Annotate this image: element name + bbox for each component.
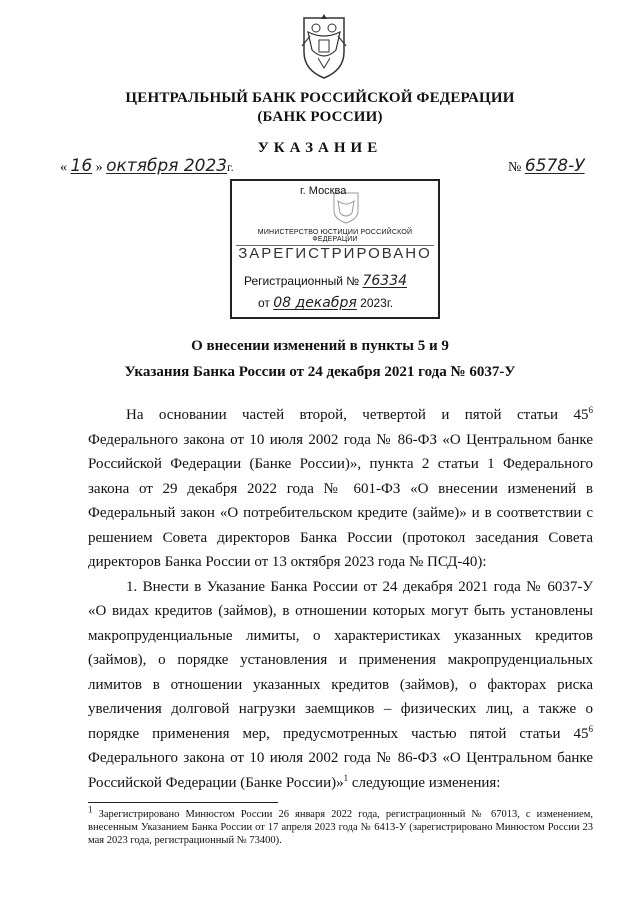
- stamp-date-prefix: от: [258, 296, 270, 310]
- footnote: [88, 804, 593, 847]
- paragraph-item-1: [88, 575, 593, 796]
- stamp-ministry: МИНИСТЕРСТВО ЮСТИЦИИ РОССИЙСКОЙ ФЕДЕРАЦИИ: [236, 229, 434, 246]
- number-prefix: №: [508, 160, 522, 175]
- date-day: 16: [70, 156, 93, 176]
- document-date: [60, 156, 234, 176]
- item1-part-b: Федерального закона от 10 июля 2002 года № 86-ФЗ «О Центральном банке Российской Федерации (Банке России)»: [88, 750, 593, 791]
- item1-part-c: следующие изменения:: [348, 774, 501, 791]
- footnote-divider: [88, 802, 278, 803]
- preamble-part-b: Федерального закона от 10 июля 2002 года № 86-ФЗ «О Центральном банке Российской Федерации (Банке России)», пункта 2 статьи 1 Федерального закона от 29 декабря 2022 года № 601-ФЗ «О внесении изменений в Федеральный закон «О потребительском кредите (займе)» и в соответствии с решением Совета директоров Банка России (протокол заседания Совета директоров Банка России от 13 октября 2023 года № ПСД-40):: [88, 431, 593, 570]
- date-suffix: г.: [227, 160, 234, 174]
- footnote-mark: 1: [88, 804, 93, 815]
- title-line2: Указания Банка России от 24 декабря 2021 года № 6037-У: [124, 364, 516, 380]
- bank-name-line2: (БАНК РОССИИ): [257, 109, 383, 125]
- stamp-reg-label: Регистрационный №: [244, 274, 360, 288]
- document-type: УКАЗАНИЕ: [257, 140, 383, 156]
- superscript: 6: [588, 405, 593, 415]
- title-line1: О внесении изменений в пункты 5 и 9: [191, 338, 449, 354]
- number-value: 6578-У: [524, 156, 585, 176]
- date-close-quote: »: [95, 160, 103, 175]
- document-body: [88, 403, 593, 795]
- preamble-part-a: На основании частей второй, четвертой и пятой статьи 45: [126, 407, 589, 423]
- registration-stamp: [230, 179, 440, 319]
- footnote-ref: 1: [343, 772, 349, 783]
- stamp-date-handwritten: 08 декабря: [273, 295, 357, 311]
- paragraph-preamble: [88, 403, 593, 575]
- document-number: [508, 156, 585, 176]
- date-open-quote: «: [60, 160, 67, 175]
- stamp-reg-value: 76334: [362, 273, 408, 289]
- bank-name-line1: ЦЕНТРАЛЬНЫЙ БАНК РОССИЙСКОЙ ФЕДЕРАЦИИ: [125, 90, 515, 106]
- coat-of-arms-emblem: [296, 10, 352, 82]
- stamp-registered: ЗАРЕГИСТРИРОВАНО: [238, 245, 432, 262]
- stamp-city: г. Москва: [300, 185, 347, 197]
- stamp-reg-date: [258, 295, 393, 311]
- footnote-text: Зарегистрировано Минюстом России 26 января 2022 года, регистрационный № 67013, с изменением, внесенным Указанием Банка России от 17 апреля 2023 года № 6413-У (зарегистрировано Минюстом России 23 мая 2023 года, регистрационный № 73400).: [88, 809, 593, 846]
- item1-part-a: 1. Внести в Указание Банка России от 24 декабря 2021 года № 6037-У «О видах кредитов (займов), в отношении которых могут быть установлены макропруденциальные лимиты, о характеристиках указанных кредитов (займов), о порядке установления и применения макропруденциальных лимитов в отношении указанных кредитов (займов), о факторах риска увеличения долговой нагрузки заемщиков – физических лиц, а также о порядке применения мер, предусмотренных частью пятой статьи 45: [88, 578, 593, 742]
- superscript: 6: [588, 723, 593, 734]
- stamp-date-year: 2023г.: [360, 296, 394, 310]
- date-month-year: октября 2023: [106, 156, 228, 176]
- stamp-reg-number: [244, 273, 407, 289]
